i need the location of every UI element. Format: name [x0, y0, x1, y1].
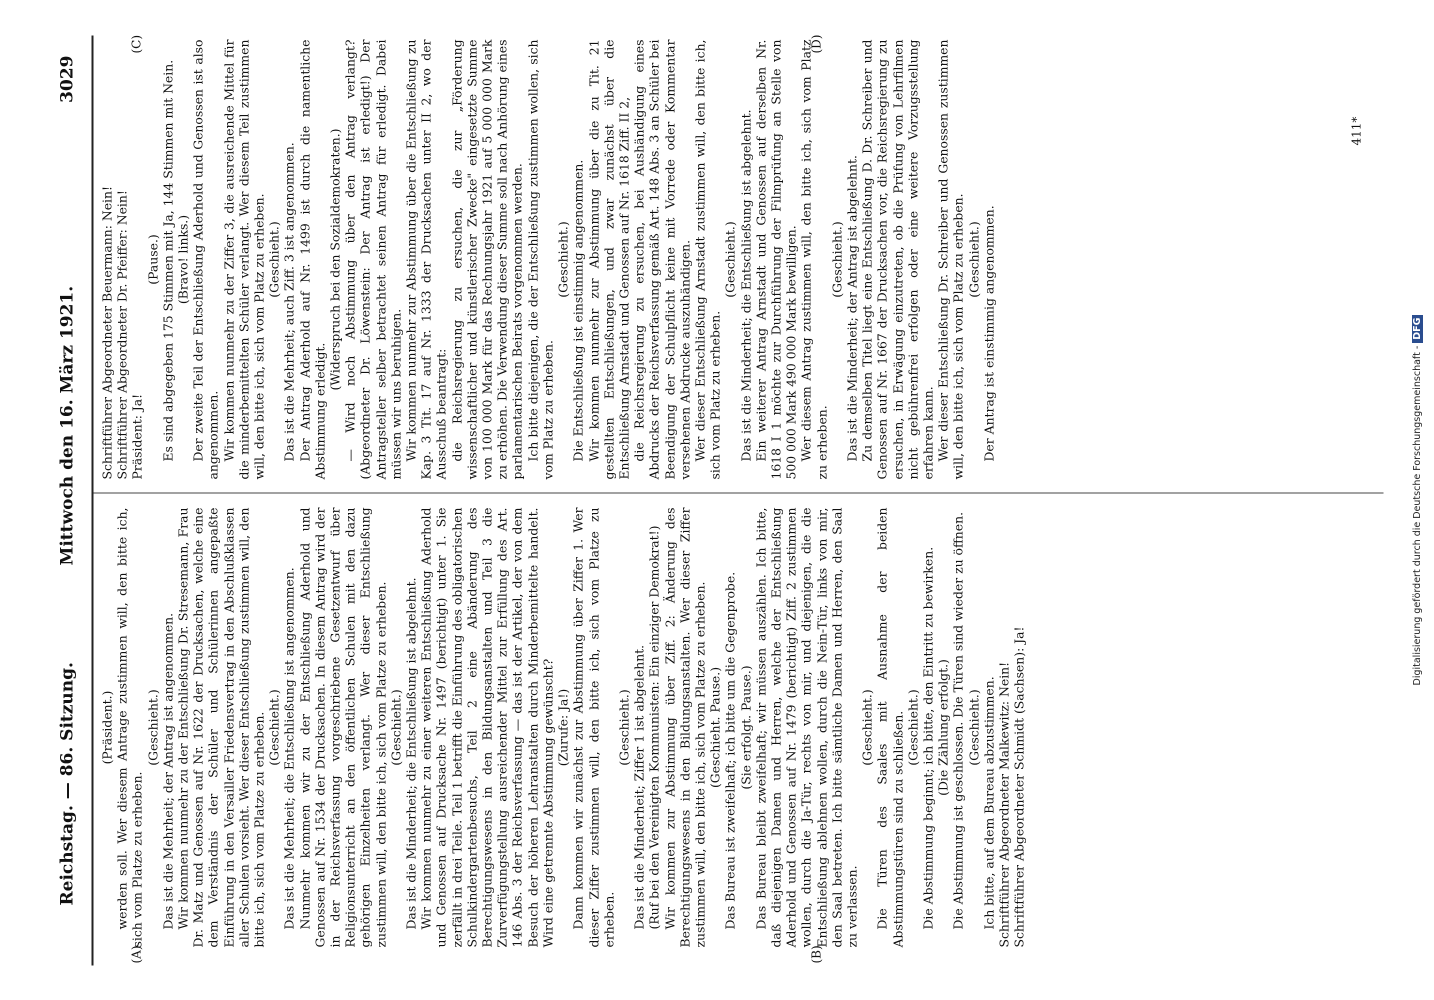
- paragraph: (Geschieht. Pause.): [707, 666, 723, 788]
- paragraph: Das ist die Mehrheit; auch Ziff. 3 ist angenommen.: [281, 141, 297, 461]
- paragraph: (Geschieht.): [388, 688, 404, 766]
- rotated-document-page: [50, 35, 1385, 965]
- paragraph: Ich bitte diejenigen, die der Entschließung zustimmen wollen, sich vom Platz zu erheben.: [525, 39, 556, 479]
- paragraph: Der Antrag Aderhold auf Nr. 1499 ist durch die namentliche Abstimmung erledigt.: [297, 39, 328, 479]
- header-session: Reichstag. — 86. Sitzung.: [57, 661, 78, 905]
- paragraph: Wer diesem Antrag zustimmen will, den bitte ich, sich vom Platz zu erheben.: [798, 39, 830, 479]
- paragraph: (Geschieht.): [616, 688, 632, 766]
- paragraph: (Geschieht.): [859, 688, 875, 766]
- paragraph: (Die Zählung erfolgt.): [935, 658, 951, 796]
- paragraph: Zu demselben Titel liegt eine Entschließung D. Dr. Schreiber und Genossen auf Nr. 1667 der Drucksachen vor, die Reichsregierung zu ersuchen, in Erwägung einzutreten, ob die Prüfung von Lehrfilmen nicht gebührenfrei erfolgen oder eine weitere Vorzugsstellung erfahren kann.: [859, 39, 936, 479]
- paragraph: die Reichsregierung zu ersuchen, die zur „Förderung wissenschaftlicher und künstlerischer Zwecke" eingesetzte Summe von 100 000 Mark für das Rechnungsjahr 1921 auf 5 000 000 Mark zu erhöhen. Die Verwendung dieser Summe soll nach Anhörung eines parlamentarischen Beirats vorgenommen werden.: [449, 39, 525, 479]
- page-header: [50, 35, 92, 965]
- paragraph: (Geschieht.): [145, 688, 161, 766]
- paragraph: Wir kommen zur Abstimmung über Ziff. 2: Änderung des Berechtigungswesens in den Bildungsanstalten. Wer dieser Ziffer zustimmen will, den bitte ich, sich vom Platze zu erheben.: [662, 507, 708, 947]
- paragraph: Wer dieser Entschließung Arnstadt zustimmen will, den bitte ich, sich vom Platz zu erheben.: [692, 39, 723, 479]
- digitization-credit: [1412, 0, 1426, 1000]
- paragraph: Wir kommen nunmehr zu einer weiteren Entschließung Aderhold und Genossen auf Drucksache Nr. 1497 (berichtigt) unter 1. Sie zerfällt in drei Teile. Teil 1 betrifft die Einführung des obligatorischen Schulkindergartenbesuchs, Teil 2 eine Abänderung des Berechtigungswesens in den Bildungsanstalten und Teil 3 die Zurverfügungstellung ausreichender Mittel zur Erfüllung des Art. 146 Abs. 3 der Reichsverfassung — das ist der Artikel, der von dem Besuch der höheren Lehranstalten durch Minderbemittelte handelt. Wird eine getrennte Abstimmung gewünscht?: [418, 507, 556, 947]
- paragraph: Dann kommen wir zunächst zur Abstimmung über Ziffer 1. Wer dieser Ziffer zustimmen will, den bitte ich, sich vom Platze zu erheben.: [570, 507, 617, 947]
- paragraph: Das ist die Mehrheit; die Entschließung ist angenommen.: [281, 566, 297, 929]
- header-date: Mittwoch den 16. März 1921.: [57, 285, 78, 565]
- paragraph: Das ist die Minderheit; Ziffer 1 ist abgelehnt.: [631, 644, 647, 929]
- paragraph: Das Bureau bleibt zweifelhaft; wir müssen auszählen. Ich bitte, daß diejenigen Damen und Herren, welche der Entschließung Aderhold und Genossen auf Nr. 1479 (berichtigt) Ziff. 2 zustimmen wollen, durch die Ja-Tür, rechts von mir, und diejenigen, die die Entschließung ablehnen wollen, durch die Nein-Tür, links von mir, den Saal betreten. Ich bitte sämtliche Damen und Herren, den Saal zu verlassen.: [753, 507, 860, 947]
- paragraph: Wer dieser Entschließung Dr. Schreiber und Genossen zustimmen will, den bitte ich, sich vom Platz zu erheben.: [935, 39, 966, 479]
- paragraph: (Geschieht.): [722, 220, 738, 298]
- paragraph: Das ist die Minderheit; die Entschließung ist abgelehnt.: [403, 576, 419, 929]
- paragraph: (Sie erfolgt. Pause.): [738, 664, 754, 790]
- paragraph: Schriftführer Abgeordneter Schmidt (Sachsen): Ja!: [1011, 625, 1027, 947]
- margin-marker-d: (D): [809, 34, 824, 53]
- paragraph: Die Abstimmung ist geschlossen. Die Türen sind wieder zu öffnen.: [950, 511, 966, 929]
- paragraph: (Präsident.): [99, 690, 115, 764]
- paragraph: (Geschieht.): [266, 688, 282, 766]
- paragraph: werden soll. Wer diesem Antrage zustimmen will, den bitte ich, sich vom Platze zu erheben.: [114, 507, 145, 947]
- paragraph: (Ruf bei den Vereinigten Kommunisten: Ein einziger Demokrat!): [646, 525, 662, 929]
- paragraph: (Geschieht.): [555, 220, 571, 298]
- paragraph: die Reichsregierung zu ersuchen, bei Aushändigung eines Abdrucks der Reichsverfassung gemäß Art. 148 Abs. 3 an Schüler bei Beendigung der Schulpflicht keine mit Vorrede oder Kommentar versehenen Abdrucke auszuhändigen.: [631, 39, 693, 479]
- paragraph: Der Antrag ist einstimmig angenommen.: [981, 204, 997, 461]
- paragraph: Wir kommen nunmehr zu der Ziffer 3, die ausreichende Mittel für die minderbemittelten Schüler verlangt. Wer diesem Teil zustimmen will, den bitte ich, sich vom Platz zu erheben.: [221, 39, 267, 479]
- paragraph: (Geschieht.): [266, 220, 282, 298]
- header-rule: [92, 35, 94, 965]
- paragraph: Schriftführer Abgeordneter Beuermann: Nein!: [99, 185, 115, 479]
- paragraph: — Wird noch Abstimmung über den Antrag verlangt? (Abgeordneter Dr. Löwenstein: Der Antrag ist erledigt!) Der Antragsteller selber betrachtet seinen Antrag für erledigt. Dabei müssen wir uns beruhigen.: [342, 39, 404, 479]
- paragraph: Präsident: Ja!: [129, 393, 145, 479]
- paragraph: (Bravo! links.): [175, 214, 191, 304]
- paragraph: Ein weiterer Antrag Arnstadt und Genossen auf derselben Nr. 1618 I 1 möchte zur Durchführung der Filmprüfung an Stelle von 500 000 Mark 490 000 Mark bewilligen.: [753, 39, 799, 479]
- paragraph: Das ist die Minderheit; der Antrag ist abgelehnt.: [844, 154, 860, 461]
- paragraph: Wir kommen nunmehr zur Abstimmung über die zu Tit. 21 gestellten Entschließungen, und zwar zunächst über die Entschließung Arnstadt und Genossen auf Nr. 1618 Ziff. II 2,: [586, 39, 632, 479]
- column-divider: [94, 492, 1384, 493]
- margin-marker-a: (A): [129, 944, 144, 963]
- paragraph: (Geschieht.): [966, 220, 982, 298]
- header-page-number: 3029: [57, 55, 78, 103]
- paragraph: Wir kommen nunmehr zur Abstimmung über die Entschließung zu Kap. 3 Tit. 17 auf Nr. 1333 der Drucksachen unter II 2, wo der Ausschuß beantragt:: [403, 39, 449, 479]
- dfg-logo: DFG: [1412, 315, 1423, 343]
- margin-marker-c: (C): [129, 34, 144, 53]
- paragraph: (Widerspruch bei den Sozialdemokraten.): [327, 127, 343, 391]
- paragraph: Ich bitte, auf dem Bureau abzustimmen.: [981, 675, 997, 929]
- paragraph: Das Bureau ist zweifelhaft; ich bitte um die Gegenprobe.: [722, 571, 738, 929]
- paragraph: (Geschieht.): [905, 688, 921, 766]
- paragraph: Die Abstimmung beginnt; ich bitte, den Eintritt zu bewirken.: [920, 546, 936, 929]
- paragraph: Es sind abgegeben 175 Stimmen mit Ja, 144 Stimmen mit Nein.: [160, 59, 176, 461]
- paragraph: Schriftführer Abgeordneter Dr. Pfeiffer: Nein!: [114, 189, 130, 479]
- paragraph: Das ist die Mehrheit; der Antrag ist angenommen.: [160, 612, 176, 929]
- credit-text: Digitalisierung gefördert durch die Deutsche Forschungsgemeinschaft -: [1412, 345, 1423, 686]
- paragraph: (Zurufe: Ja!): [555, 688, 571, 766]
- paragraph: (Pause.): [145, 233, 161, 285]
- paragraph: Die Türen des Saales mit Ausnahme der beiden Abstimmungstüren sind zu schließen.: [874, 507, 906, 947]
- paragraph: (Geschieht.): [829, 220, 845, 298]
- paragraph: Der zweite Teil der Entschließung Aderhold und Genossen ist also angenommen.: [190, 39, 221, 479]
- margin-marker-b: (B): [809, 944, 824, 963]
- left-text-column: [100, 507, 1380, 947]
- right-text-column: [100, 39, 1380, 479]
- paragraph: Das ist die Minderheit; die Entschließung ist abgelehnt.: [738, 108, 754, 461]
- paragraph: Schriftführer Abgeordneter Malkewitz: Nein!: [996, 661, 1012, 947]
- paragraph: (Geschieht.): [966, 688, 982, 766]
- paragraph: Die Entschließung ist einstimmig angenommen.: [570, 159, 586, 461]
- signature-mark: 411*: [1349, 116, 1364, 145]
- paragraph: Wir kommen nunmehr zu der Entschließung Dr. Stresemann, Frau Dr. Matz und Genossen auf Nr. 1622 der Drucksachen, welche eine dem Verständnis der Schüler und Schülerinnen angepaßte Einführung in den Versailler Friedensvertrag in den Abschlußklassen aller Schulen vorsieht. Wer dieser Entschließung zustimmen will, den bitte ich, sich vom Platze zu erheben.: [175, 507, 267, 947]
- paragraph: Nunmehr kommen wir zu der Entschließung Aderhold und Genossen auf Nr. 1534 der Drucksachen. In diesem Antrag wird der in der Reichsverfassung vorgeschriebene Gesetzentwurf über Religionsunterricht an den öffentlichen Schulen mit den dazu gehörigen Einzelheiten verlangt. Wer dieser Entschließung zustimmen will, den bitte ich, sich vom Platze zu erheben.: [297, 507, 389, 947]
